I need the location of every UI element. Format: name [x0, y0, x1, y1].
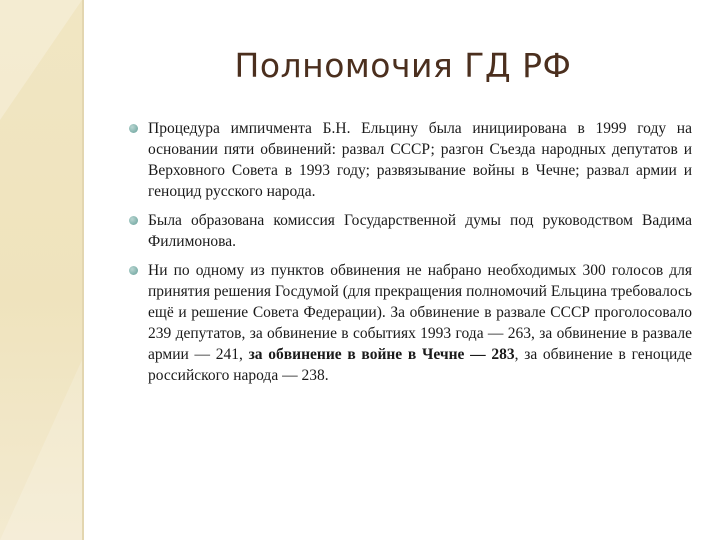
- band-shape-bottom: [0, 360, 82, 540]
- bullet-list: [130, 118, 692, 394]
- bullet-text: Была образована комиссия Государственной думы под руководством Вадима Филимонова.: [148, 212, 692, 250]
- bullet-marker-icon: [129, 216, 138, 225]
- slide-title: Полномочия ГД РФ: [234, 46, 572, 85]
- bullet-marker-icon: [129, 124, 138, 133]
- bullet-item-votes: [130, 260, 692, 386]
- band-shape-top: [0, 0, 82, 120]
- bullet-text: Процедура импичмента Б.Н. Ельцину была инициирована в 1999 году на основании пяти обвинений: развал СССР; разгон Съезда народных депутатов и Верховного Совета в 1993 году; развязывание войны в Чечне; развал армии и геноцид русского народа.: [148, 120, 692, 200]
- bullet-text-after: , за обвинение в геноциде российского народа — 238.: [148, 346, 693, 384]
- bullet-marker-icon: [129, 266, 138, 275]
- bullet-text-bold: за обвинение в войне в Чечне — 283: [248, 346, 515, 363]
- bullet-item-commission: [130, 210, 692, 252]
- bullet-text-before: Ни по одному из пунктов обвинения не набрано необходимых 300 голосов для принятия решения Госдумой (для прекращения полномочий Ельцина требовалось ещё и решение Совета Федерации). За обвинение в развале СССР проголосовало 239 депутатов, за обвинение в событиях 1993 года — 263, за обвинение в развале армии — 241,: [148, 262, 692, 363]
- bullet-item-impeachment: [130, 118, 692, 202]
- decorative-left-band: [0, 0, 82, 540]
